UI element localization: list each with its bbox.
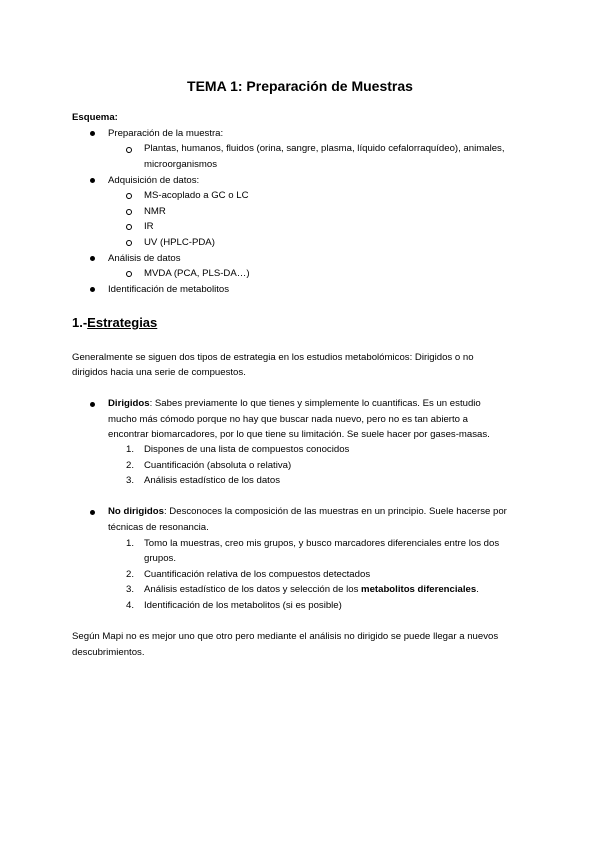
outline-subitem: MVDA (PCA, PLS-DA…) — [144, 268, 250, 279]
step-text: Tomo la muestras, creo mis grupos, y busco marcadores diferenciales entre los dos — [144, 538, 500, 549]
step-text: Cuantificación relativa de los compuestos detectados — [144, 569, 371, 580]
intro-text: dirigidos hacia una serie de compuestos. — [72, 367, 246, 378]
dirigidos-text — [108, 396, 481, 412]
step-number: 3. — [126, 475, 135, 486]
bullet-icon — [90, 178, 95, 183]
outline-item: Análisis de datos — [108, 253, 181, 264]
section-heading — [72, 314, 157, 332]
step-number: 4. — [126, 600, 135, 611]
definition: : Sabes previamente lo que tienes y simplemente lo cuantificas. Es un estudio — [149, 398, 481, 409]
step-text — [144, 582, 479, 598]
step-number: 1. — [126, 538, 135, 549]
section-title: Estrategias — [87, 315, 158, 330]
intro-text: Generalmente se siguen dos tipos de estrategia en los estudios metabolómicos: Dirigidos o no — [72, 352, 474, 363]
bullet-icon — [90, 287, 95, 292]
step-text: Identificación de los metabolitos (si es posible) — [144, 600, 342, 611]
no-dirigidos-text: técnicas de resonancia. — [108, 522, 209, 533]
step-text: Cuantificación (absoluta o relativa) — [144, 460, 292, 471]
outline-heading: Esquema: — [72, 112, 118, 123]
circle-bullet-icon — [126, 224, 132, 230]
section-number: 1.- — [72, 315, 88, 330]
bullet-icon — [90, 402, 95, 407]
step-text-bold: metabolitos diferenciales — [361, 584, 477, 595]
step-text: Dispones de una lista de compuestos conocidos — [144, 444, 350, 455]
step-number: 3. — [126, 584, 135, 595]
outline-item: Preparación de la muestra: — [108, 128, 224, 139]
outline-item: Adquisición de datos: — [108, 175, 200, 186]
step-number: 2. — [126, 569, 135, 580]
circle-bullet-icon — [126, 147, 132, 153]
step-number: 1. — [126, 444, 135, 455]
bullet-icon — [90, 131, 95, 136]
outline-subitem: UV (HPLC-PDA) — [144, 237, 215, 248]
no-dirigidos-text — [108, 504, 507, 520]
step-text-continuation: grupos. — [144, 553, 176, 564]
circle-bullet-icon — [126, 193, 132, 199]
step-text-plain: Análisis estadístico de los datos y selección de los — [144, 584, 362, 595]
outline-subitem: IR — [144, 221, 154, 232]
conclusion-text: descubrimientos. — [72, 647, 145, 658]
step-number: 2. — [126, 460, 135, 471]
circle-bullet-icon — [126, 240, 132, 246]
outline-subitem: Plantas, humanos, fluidos (orina, sangre, plasma, líquido cefalorraquídeo), animales, — [144, 143, 505, 154]
bullet-icon — [90, 256, 95, 261]
bullet-icon — [90, 510, 95, 515]
circle-bullet-icon — [126, 209, 132, 215]
conclusion-text: Según Mapi no es mejor uno que otro pero mediante el análisis no dirigido se puede llegar a nuevos — [72, 631, 499, 642]
outline-subitem: MS-acoplado a GC o LC — [144, 190, 249, 201]
circle-bullet-icon — [126, 271, 132, 277]
definition: : Desconoces la composición de las muestras en un principio. Suele hacerse por — [163, 506, 507, 517]
document-title: TEMA 1: Preparación de Muestras — [187, 78, 413, 94]
dirigidos-text: encontrar biomarcadores, por lo que tiene su limitación. Se suele hacer por gases-masas. — [108, 429, 490, 440]
dirigidos-text: mucho más cómodo porque no hay que buscar nada nuevo, pero no es tan abierto a — [108, 414, 469, 425]
step-text-end: . — [476, 584, 479, 595]
outline-subitem-continuation: microorganismos — [144, 159, 218, 170]
outline-subitem: NMR — [144, 206, 166, 217]
step-text: Análisis estadístico de los datos — [144, 475, 280, 486]
outline-item: Identificación de metabolitos — [108, 284, 230, 295]
term: Dirigidos — [108, 398, 150, 409]
term: No dirigidos — [108, 506, 164, 517]
